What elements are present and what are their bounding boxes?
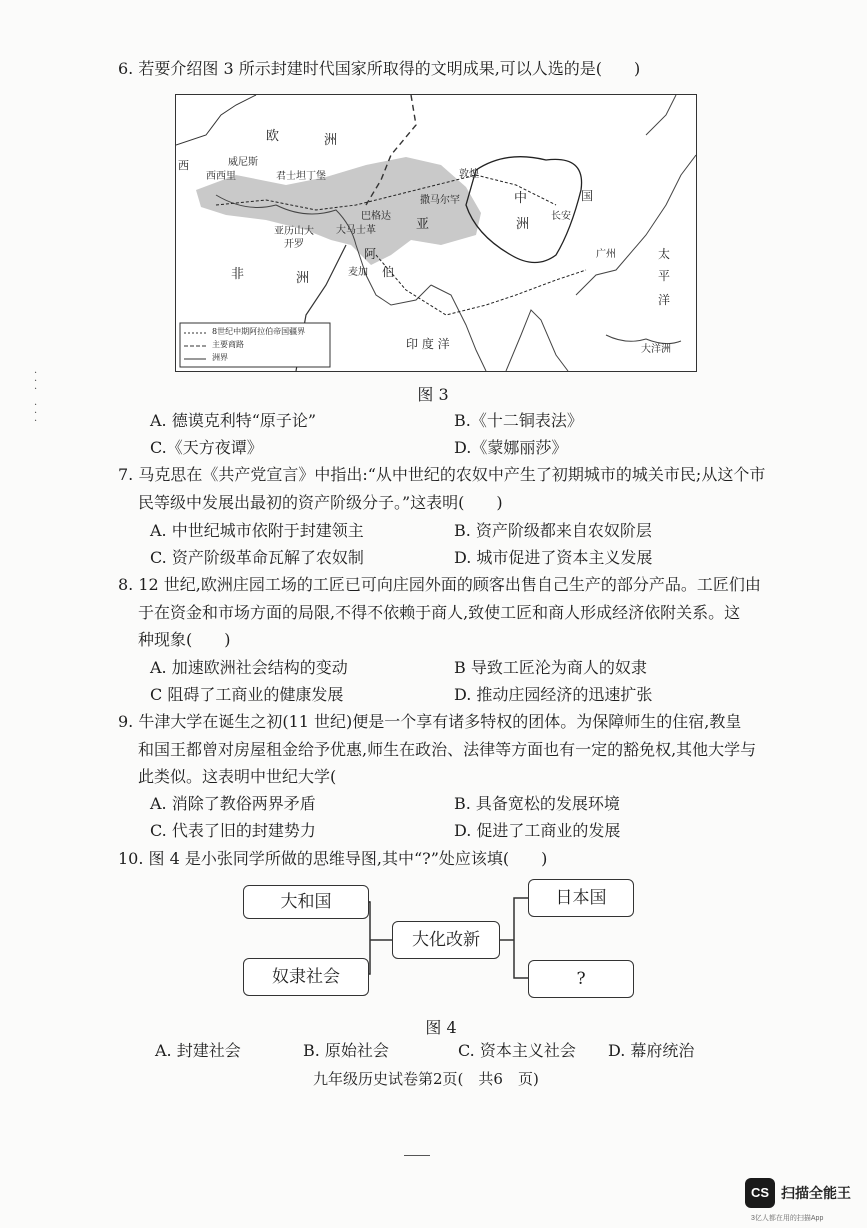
map-label-venice: 威尼斯 [228, 157, 258, 168]
q6-option-c[interactable]: C.《天方夜谭》 [150, 438, 263, 457]
map-label-china: 中 [514, 191, 528, 206]
scanner-watermark [745, 1178, 857, 1226]
legend-continent-line: 洲界 [212, 353, 228, 362]
legend-trade-route: 主要商路 [212, 340, 244, 349]
question-10-stem: 10. 图 4 是小张同学所做的思维导图,其中“?”处应该填( ) [118, 849, 548, 868]
q6-option-a[interactable]: A. 德谟克利特“原子论” [150, 411, 317, 430]
q8-option-c[interactable]: C 阻碍了工商业的健康发展 [150, 685, 344, 704]
map-label-guangzhou: 广州 [596, 249, 616, 260]
map-label-mecca: 麦加 [348, 267, 368, 278]
map-label-asia2: 洲 [516, 217, 530, 232]
q8-option-b[interactable]: B 导致工匠沦为商人的奴隶 [454, 658, 647, 677]
q9-option-c[interactable]: C. 代表了旧的封建势力 [150, 821, 316, 840]
map-label-alexandria: 亚历山大 [274, 226, 314, 237]
map-label-africa2: 洲 [296, 271, 310, 286]
map-label-pacific2: 平 [658, 269, 671, 283]
question-8-stem-line3: 种现象( ) [138, 630, 231, 649]
q10-option-d[interactable]: D. 幕府统治 [608, 1041, 695, 1060]
mindmap-left-bottom: 奴隶社会 [243, 958, 369, 996]
map-label-baghdad: 巴格达 [361, 211, 391, 222]
q9-option-b[interactable]: B. 具备宽松的发展环境 [454, 794, 620, 813]
map-label-west: 西 [178, 159, 189, 172]
mindmap-center: 大化改新 [392, 921, 500, 959]
watermark-subtitle: 3亿人都在用的扫描App [751, 1215, 824, 1222]
map-label-asia: 亚 [416, 217, 430, 232]
question-9-stem-line3: 此类似。这表明中世纪大学( [138, 767, 337, 786]
map-label-samarkand: 撒马尔罕 [420, 195, 460, 206]
q7-option-b[interactable]: B. 资产阶级都来自农奴阶层 [454, 521, 652, 540]
legend-boundary: 8世纪中期阿拉伯帝国疆界 [212, 327, 306, 336]
map-label-europe2: 洲 [324, 133, 338, 148]
map-label-changan: 长安 [551, 211, 571, 222]
question-6-stem: 6. 若要介绍图 3 所示封建时代国家所取得的文明成果,可以人选的是( ) [118, 59, 641, 78]
watermark-title: 扫描全能王 [781, 1185, 851, 1201]
map-label-pacific3: 洋 [658, 293, 671, 307]
page-footer: 九年级历史试卷第2页( 共6 页) [313, 1070, 539, 1088]
q8-option-d[interactable]: D. 推动庄园经济的迅速扩张 [454, 685, 653, 704]
map-label-pacific: 太 [658, 247, 671, 261]
mindmap-left-top: 大和国 [243, 885, 369, 919]
figure-4-caption: 图 4 [425, 1018, 457, 1037]
q6-option-d[interactable]: D.《蒙娜丽莎》 [454, 438, 568, 457]
map-label-damascus: 大马士革 [336, 225, 376, 236]
question-7-stem-line1: 7. 马克思在《共产党宣言》中指出:“从中世纪的农奴中产生了初期城市的城关市民;从这个市 [118, 465, 766, 484]
map-label-africa-north: 阿 [364, 247, 377, 261]
question-8-stem-line1: 8. 12 世纪,欧洲庄园工场的工匠已可向庄园外面的顾客出售自己生产的部分产品。工匠们由 [118, 575, 761, 594]
binding-margin-dots: · · · · · · [34, 368, 38, 427]
map-label-indian-ocean: 印 度 洋 [406, 337, 450, 351]
q7-option-d[interactable]: D. 城市促进了资本主义发展 [454, 548, 653, 567]
q7-option-a[interactable]: A. 中世纪城市依附于封建领主 [150, 521, 364, 540]
q9-option-a[interactable]: A. 消除了教俗两界矛盾 [150, 794, 316, 813]
map-label-sicily: 西西里 [206, 171, 236, 182]
map-label-africa: 非 [231, 267, 245, 282]
q7-option-c[interactable]: C. 资产阶级革命瓦解了农奴制 [150, 548, 364, 567]
mindmap-right-top: 日本国 [528, 879, 634, 917]
map-label-china2: 国 [581, 189, 594, 203]
q6-option-b[interactable]: B.《十二铜表法》 [454, 411, 583, 430]
map-label-arabia: 伯 [382, 265, 395, 279]
question-9-stem-line2: 和国王都曾对房屋租金给予优惠,师生在政治、法律等方面也有一定的豁免权,其他大学与 [138, 740, 757, 759]
q10-option-b[interactable]: B. 原始社会 [303, 1041, 389, 1060]
figure-3-caption: 图 3 [417, 385, 449, 404]
figure-3-map [175, 94, 697, 372]
map-label-dunhuang: 敦煌 [459, 169, 479, 180]
question-7-stem-line2: 民等级中发展出最初的资产阶级分子。”这表明( ) [138, 493, 503, 512]
mindmap-right-bottom: ? [528, 960, 634, 998]
camscanner-logo-icon: CS [745, 1178, 775, 1208]
q9-option-d[interactable]: D. 促进了工商业的发展 [454, 821, 621, 840]
map-label-oceania: 大洋洲 [641, 344, 671, 355]
q10-option-a[interactable]: A. 封建社会 [155, 1041, 241, 1060]
map-label-europe: 欧 [266, 129, 280, 144]
question-8-stem-line2: 于在资金和市场方面的局限,不得不依赖于商人,致使工匠和商人形成经济依附关系。这 [138, 603, 741, 622]
question-9-stem-line1: 9. 牛津大学在诞生之初(11 世纪)便是一个享有诸多特权的团体。为保障师生的住宿,教皇 [118, 712, 742, 731]
map-label-constantinople: 君士坦丁堡 [276, 171, 326, 182]
scan-mark [404, 1155, 430, 1156]
q10-option-c[interactable]: C. 资本主义社会 [458, 1041, 576, 1060]
q8-option-a[interactable]: A. 加速欧洲社会结构的变动 [150, 658, 348, 677]
map-label-cairo: 开罗 [284, 239, 304, 250]
